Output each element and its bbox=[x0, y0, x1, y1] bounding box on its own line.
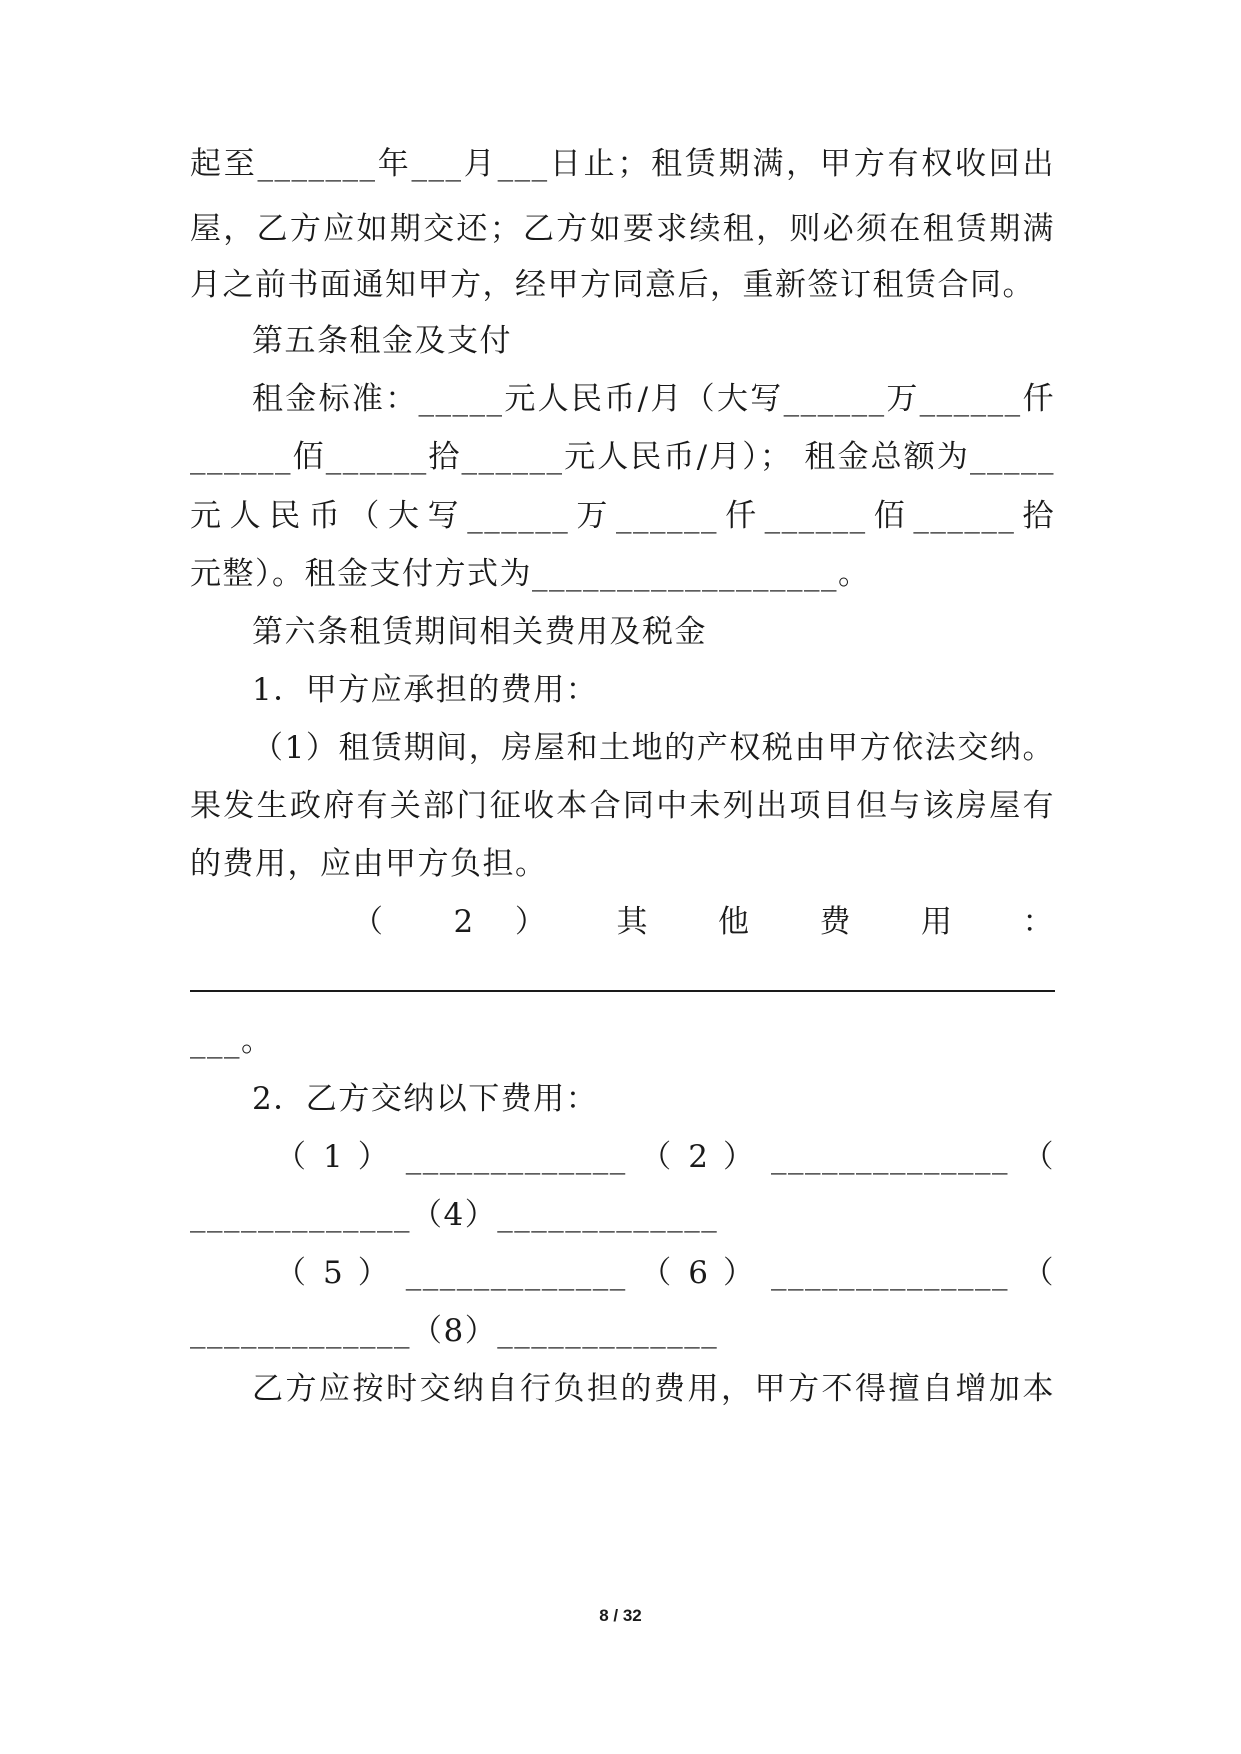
party-b-fees-heading: 2．乙方交纳以下费用： bbox=[252, 1081, 599, 1117]
text-line-3: 月之前书面通知甲方，经甲方同意后，重新签订租赁合同。 bbox=[190, 267, 1035, 303]
payment-method-line: 元整）。租金支付方式为__________________。 bbox=[190, 556, 871, 592]
text-line-1: 起至_______年___月___日止；租赁期满，甲方有权收回出 bbox=[190, 146, 1055, 182]
rent-total-line: 元人民币（大写______万______仟______佰______拾 bbox=[190, 498, 1055, 534]
article-5-heading: 第五条租金及支付 bbox=[252, 323, 512, 359]
fee-items-5-7: （ 5 ） _____________ （ 6 ） ______________ （ bbox=[275, 1255, 1055, 1291]
article-6-heading: 第六条租赁期间相关费用及税金 bbox=[252, 614, 707, 650]
text-line-21: 乙方应按时交纳自行负担的费用，甲方不得擅自增加本 bbox=[252, 1371, 1055, 1407]
text-line-15: ___。 bbox=[190, 1023, 274, 1059]
text-line-12: 果发生政府有关部门征收本合同中未列出项目但与该房屋有 bbox=[190, 788, 1055, 824]
page-number: 8 / 32 bbox=[599, 1606, 642, 1625]
text-line-11: （1）租赁期间，房屋和土地的产权税由甲方依法交纳。 bbox=[252, 730, 1055, 766]
text-line-13: 的费用，应由甲方负担。 bbox=[190, 846, 548, 882]
rent-amount-line: ______佰______拾______元人民币/月）； 租金总额为_____ bbox=[190, 439, 1055, 475]
fee-items-7-8: _____________（8）_____________ bbox=[190, 1313, 719, 1349]
fee-items-3-4: _____________（4）_____________ bbox=[190, 1197, 719, 1233]
other-fees-line: （ 2 ） 其 他 费 用 ： bbox=[352, 904, 1055, 940]
text-line-2: 屋，乙方应如期交还；乙方如要求续租，则必须在租赁期满 bbox=[190, 211, 1055, 247]
fee-items-1-3: （ 1 ） _____________ （ 2 ） ______________ （ bbox=[275, 1139, 1055, 1175]
rent-standard-line: 租金标准：_____元人民币/月（大写______万______仟 bbox=[252, 381, 1055, 417]
party-a-fees-heading: 1．甲方应承担的费用： bbox=[252, 672, 599, 708]
blank-fill-line bbox=[190, 990, 1055, 992]
